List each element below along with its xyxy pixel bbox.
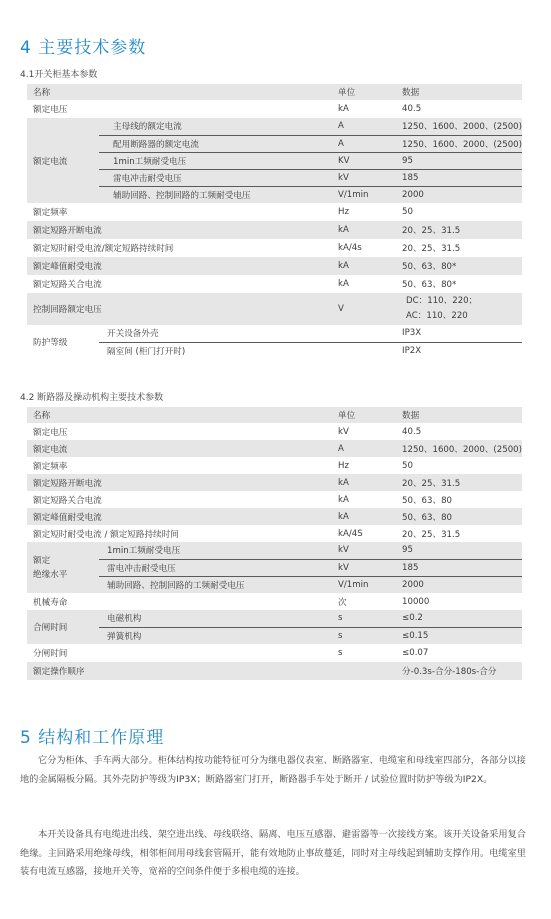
row-name: 额定短路开断电流 [27,474,338,491]
col-name-header: 名称 [27,84,338,100]
control-voltage-dc: DC：110、220； [406,296,478,306]
table-row [27,542,522,559]
row-value: 2000 [402,186,522,203]
row-value: ≤0.15 [402,627,522,644]
row-value: 50 [402,457,522,474]
row-unit: kV [338,559,402,576]
row-value: 20、25、31.5 [402,525,522,542]
row-name: 额定短路开断电流 [27,221,338,239]
table-header-row [27,407,522,423]
row-value: 95 [402,542,522,559]
row-value: IP3X [402,325,522,342]
switchgear-params-table [27,84,522,359]
row-unit: s [338,610,402,627]
row-name: 分闸时间 [27,644,338,662]
row-name: 额定操作顺序 [27,662,338,680]
row-name: 雷电冲击耐受电压 [99,169,338,186]
row-name: 额定短时耐受电流 / 额定短路持续时间 [27,525,338,542]
row-unit: kV [338,423,402,440]
row-unit: KV [338,152,402,169]
table-row [27,169,522,186]
row-name: 额定频率 [27,457,338,474]
row-value: 50 [402,203,522,221]
table-row [27,491,522,508]
row-unit [338,662,402,680]
table-row [27,440,522,457]
row-value: 1250、1600、2000、(2500) [402,118,522,135]
row-name: 主母线的额定电流 [99,118,338,135]
table-row [27,135,522,152]
row-value: 50、63、80* [402,275,522,293]
row-value: 10000 [402,593,522,610]
row-unit: A [338,118,402,135]
row-name: 额定短路关合电流 [27,491,338,508]
row-value: ≤0.2 [402,610,522,627]
breaker-params-table [27,407,522,680]
rated-current-group-label: 额定电流 [27,118,99,203]
protection-group-label: 防护等级 [27,325,99,359]
row-name: 1min工频耐受电压 [99,542,338,559]
row-unit: kV [338,542,402,559]
col-value-header: 数据 [402,407,522,423]
row-unit: Hz [338,457,402,474]
row-name: 额定电流 [27,440,338,457]
row-value: 40.5 [402,100,522,118]
insulation-label-line2: 绝缘水平 [33,569,68,580]
row-name: 额定频率 [27,203,338,221]
row-value: ≤0.07 [402,644,522,662]
row-name: 隔室间 (柜门打开时) [99,342,338,359]
table2-caption: 4.2 断路器及操动机构主要技术参数 [20,393,164,403]
table-row [27,576,522,593]
table-row [27,627,522,644]
table-row [27,662,522,680]
col-value-header: 数据 [402,84,522,100]
row-value: 185 [402,169,522,186]
control-voltage-ac: AC：110、220 [406,311,468,321]
table-row [27,559,522,576]
table-row [27,474,522,491]
row-name: 辅助回路、控制回路的工频耐受电压 [99,576,338,593]
table-row [27,525,522,542]
row-unit: V [338,293,402,325]
row-value: 185 [402,559,522,576]
table-row [27,593,522,610]
section5-title: 5 结构和工作原理 [20,728,165,748]
row-value [402,293,522,325]
table-row [27,423,522,440]
row-unit: kA [338,275,402,293]
section5-paragraph-1: 它分为柜体、手车两大部分。柜体结构按功能特征可分为继电器仪表室、断路器室、电缆室和母线室四部分，各部分以接地的金属隔板分隔。其外壳防护等级为IP3X；断路器室门打开，断路器手车处于断开 / 试验位置时防护等级为IP2X。 [20,755,526,785]
insulation-group-label [27,542,99,593]
row-name: 控制回路额定电压 [27,293,338,325]
row-name: 开关设备外壳 [99,325,338,342]
section5-paragraph-2: 本开关设备具有电缆进出线、架空进出线、母线联络、隔离、电压互感器、避雷器等一次接线方案。该开关设备采用复合绝缘。主回路采用绝缘母线，相邻柜间用母线套管隔开，能有效地防止事故蔓延，同时对主母线起到辅助支撑作用。电缆室里装有电流互感器，接地开关等，宽裕的空间条件便于多根电缆的连接。 [20,829,526,877]
row-name: 1min工频耐受电压 [99,152,338,169]
table-row [27,293,522,325]
row-unit: kA [338,474,402,491]
row-name: 额定电压 [27,423,338,440]
row-unit: 次 [338,593,402,610]
row-unit [338,325,402,342]
table-row [27,118,522,135]
table-row [27,644,522,662]
row-name: 雷电冲击耐受电压 [99,559,338,576]
table-row [27,221,522,239]
row-unit: kA [338,257,402,275]
row-value: 50、63、80 [402,491,522,508]
table-row [27,342,522,359]
row-name: 额定峰值耐受电流 [27,257,338,275]
row-name: 弹簧机构 [99,627,338,644]
row-value: 20、25、31.5 [402,239,522,257]
row-unit: kA [338,221,402,239]
table-row [27,610,522,627]
row-value: 20、25、31.5 [402,474,522,491]
row-unit: kV [338,169,402,186]
row-name: 辅助回路、控制回路的工频耐受电压 [99,186,338,203]
row-unit: V/1min [338,186,402,203]
row-name: 额定短时耐受电流/额定短路持续时间 [27,239,338,257]
row-value: 20、25、31.5 [402,221,522,239]
table-row [27,100,522,118]
row-unit: A [338,440,402,457]
row-unit: A [338,135,402,152]
row-name: 机械寿命 [27,593,338,610]
row-value: 1250、1600、2000、(2500) [402,440,522,457]
row-value: 2000 [402,576,522,593]
table-row [27,325,522,342]
row-unit: kA [338,100,402,118]
row-unit: Hz [338,203,402,221]
row-unit: kA/4S [338,525,402,542]
section4-title: 4 主要技术参数 [20,38,147,58]
row-unit: kA [338,508,402,525]
row-name: 配用断路器的额定电流 [99,135,338,152]
row-unit: kA [338,491,402,508]
row-name: 额定峰值耐受电流 [27,508,338,525]
row-value: 95 [402,152,522,169]
row-name: 电磁机构 [99,610,338,627]
row-unit: s [338,627,402,644]
col-name-header: 名称 [27,407,338,423]
row-value: 50、63、80 [402,508,522,525]
table-row [27,152,522,169]
closing-time-group-label: 合闸时间 [27,610,99,644]
table-row [27,203,522,221]
row-unit [338,342,402,359]
row-unit: kA/4s [338,239,402,257]
row-name: 额定电压 [27,100,338,118]
row-unit: s [338,644,402,662]
table-row [27,275,522,293]
table1-caption: 4.1开关柜基本参数 [20,70,98,80]
row-unit: V/1min [338,576,402,593]
table-row [27,457,522,474]
table-row [27,186,522,203]
col-unit-header: 单位 [338,407,402,423]
table-row [27,257,522,275]
table-header-row [27,84,522,100]
row-value: 50、63、80* [402,257,522,275]
col-unit-header: 单位 [338,84,402,100]
insulation-label-line1: 额定 [33,555,51,566]
row-value: 1250、1600、2000、(2500) [402,135,522,152]
row-name: 额定短路关合电流 [27,275,338,293]
row-value: 分-0.3s-合分-180s-合分 [402,662,522,680]
table-row [27,508,522,525]
row-value: 40.5 [402,423,522,440]
row-value: IP2X [402,342,522,359]
table-row [27,239,522,257]
